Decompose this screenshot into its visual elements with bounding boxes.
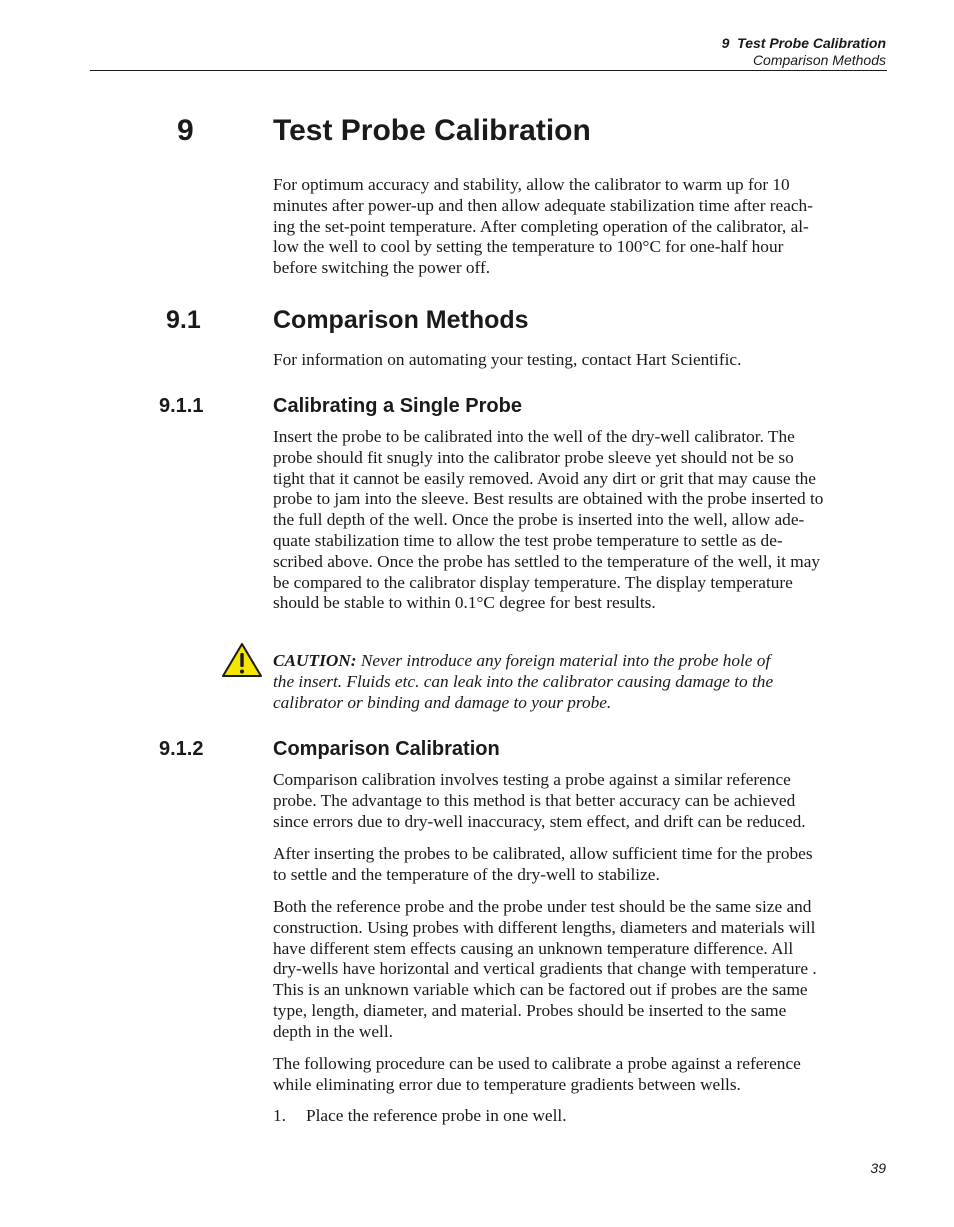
- section-9-1-2-paragraph-3: [273, 897, 885, 1043]
- paragraph-line: type, length, diameter, and material. Probes should be inserted to the same: [273, 1000, 787, 1020]
- paragraph-line: construction. Using probes with different lengths, diameters and materials will: [273, 917, 816, 937]
- section-9-1-text: For information on automating your testing, contact Hart Scientific.: [273, 350, 742, 369]
- warning-triangle-icon: [221, 642, 263, 678]
- chapter-intro-paragraph: [273, 175, 885, 279]
- intro-line: For optimum accuracy and stability, allow the calibrator to warm up for 10: [273, 175, 790, 194]
- intro-line: ing the set-point temperature. After completing operation of the calibrator, al-: [273, 216, 809, 236]
- section-9-1-2-paragraph-4: [273, 1054, 885, 1096]
- paragraph-line: to settle and the temperature of the dry-well to stabilize.: [273, 864, 660, 884]
- running-header-section: Comparison Methods: [752, 52, 886, 68]
- section-9-1-paragraph: [273, 350, 885, 371]
- chapter-number: 9: [177, 114, 194, 147]
- paragraph-line: scribed above. Once the probe has settled to the temperature of the well, it may: [273, 551, 821, 571]
- paragraph-line: depth in the well.: [273, 1021, 393, 1041]
- section-9-1-title: Comparison Methods: [273, 306, 529, 334]
- procedure-step: [273, 1106, 567, 1127]
- caution-note: [273, 651, 885, 713]
- page-number: 39: [870, 1160, 886, 1176]
- section-9-1-1-number: 9.1.1: [159, 395, 204, 417]
- chapter-title: Test Probe Calibration: [273, 114, 591, 147]
- paragraph-line: tight that it cannot be easily removed. Avoid any dirt or grit that may cause the: [273, 468, 816, 488]
- caution-text: Never introduce any foreign material into the probe hole of: [356, 651, 771, 670]
- paragraph-line: This is an unknown variable which can be factored out if probes are the same: [273, 980, 808, 1000]
- section-9-1-2-number: 9.1.2: [159, 738, 204, 760]
- paragraph-line: The following procedure can be used to calibrate a probe against a reference: [273, 1054, 801, 1073]
- paragraph-line: have different stem effects causing an unknown temperature difference. All: [273, 938, 794, 958]
- section-9-1-2-paragraph-2: [273, 844, 885, 886]
- intro-line: before switching the power off.: [273, 258, 491, 278]
- paragraph-line: dry-wells have horizontal and vertical gradients that change with temperature .: [273, 959, 817, 979]
- intro-line: low the well to cool by setting the temperature to 100°C for one-half hour: [273, 237, 784, 257]
- section-9-1-2-title: Comparison Calibration: [273, 738, 500, 760]
- section-9-1-number: 9.1: [166, 306, 201, 334]
- caution-line: calibrator or binding and damage to your probe.: [273, 692, 612, 712]
- step-text: Place the reference probe in one well.: [306, 1106, 567, 1125]
- paragraph-line: probe to jam into the sleeve. Best results are obtained with the probe inserted to: [273, 489, 824, 509]
- section-9-1-2-paragraph-1: [273, 770, 885, 832]
- caution-line: [273, 651, 885, 672]
- intro-line: minutes after power-up and then allow adequate stabilization time after reach-: [273, 195, 813, 215]
- paragraph-line: the full depth of the well. Once the probe is inserted into the well, allow ade-: [273, 510, 805, 530]
- caution-label: CAUTION:: [273, 651, 357, 670]
- paragraph-line: quate stabilization time to allow the test probe temperature to settle as de-: [273, 530, 783, 550]
- section-9-1-1-paragraph: [273, 427, 885, 614]
- paragraph-line: since errors due to dry-well inaccuracy, stem effect, and drift can be reduced.: [273, 811, 806, 831]
- paragraph-line: be compared to the calibrator display temperature. The display temperature: [273, 572, 793, 592]
- paragraph-line: Both the reference probe and the probe under test should be the same size and: [273, 897, 812, 916]
- running-header: [722, 35, 886, 69]
- paragraph-line: Insert the probe to be calibrated into the well of the dry-well calibrator. The: [273, 427, 795, 446]
- caution-line: the insert. Fluids etc. can leak into the calibrator causing damage to the: [273, 671, 774, 691]
- section-9-1-1-title: Calibrating a Single Probe: [273, 395, 522, 417]
- paragraph-line: After inserting the probes to be calibrated, allow sufficient time for the probes: [273, 844, 813, 863]
- step-number: 1.: [273, 1106, 286, 1125]
- running-header-chapter: 9 Test Probe Calibration: [721, 35, 886, 51]
- paragraph-line: probe should fit snugly into the calibrator probe sleeve yet should not be so: [273, 447, 794, 467]
- paragraph-line: while eliminating error due to temperature gradients between wells.: [273, 1074, 741, 1094]
- paragraph-line: probe. The advantage to this method is that better accuracy can be achieved: [273, 790, 796, 810]
- paragraph-line: should be stable to within 0.1°C degree for best results.: [273, 593, 656, 613]
- paragraph-line: Comparison calibration involves testing a probe against a similar reference: [273, 770, 791, 789]
- header-rule: [90, 70, 887, 71]
